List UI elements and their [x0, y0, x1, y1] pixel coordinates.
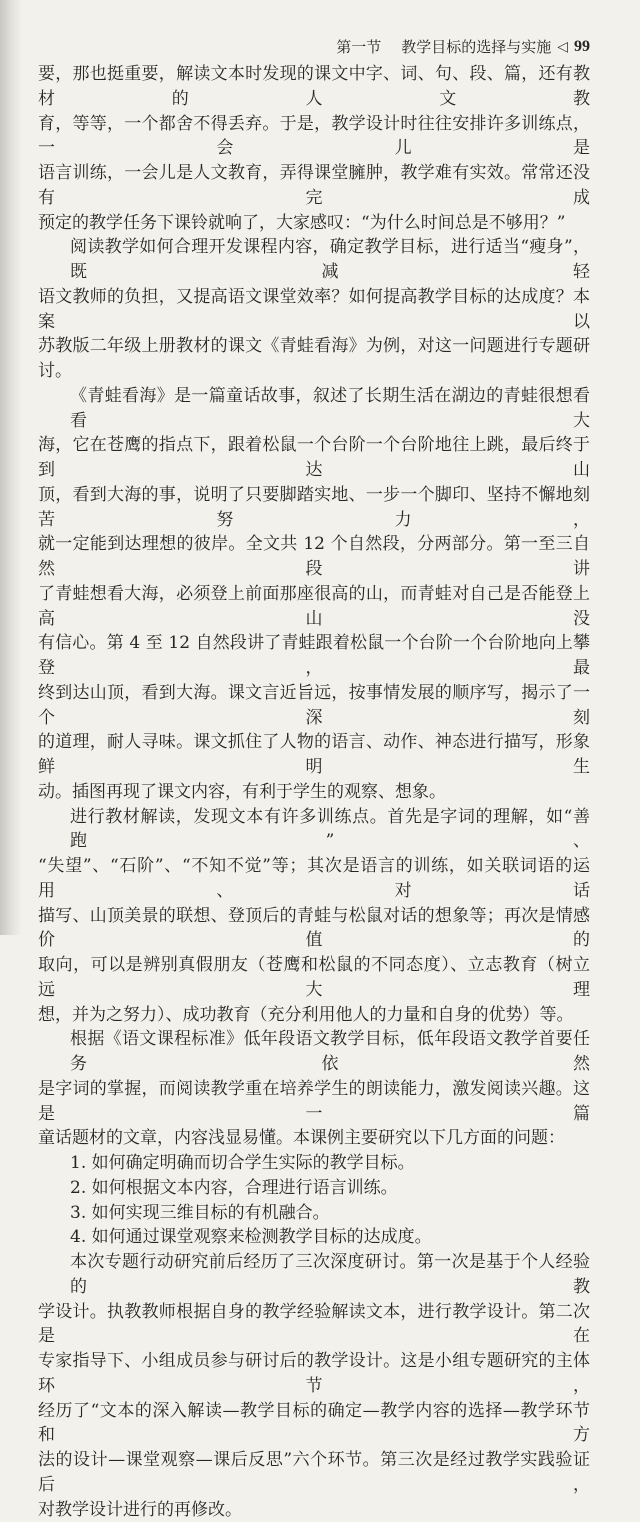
text-line: 对教学设计进行的再修改。: [38, 1498, 590, 1522]
text-line: 育，等等，一个都舍不得丢弃。于是，教学设计时往往安排许多训练点，一会儿是: [38, 112, 590, 162]
section-title: 教学目标的选择与实施: [401, 36, 551, 57]
list-item: 4. 如何通过课堂观察来检测教学目标的达成度。: [38, 1225, 590, 1250]
running-header: [336, 36, 590, 57]
text-line: 《青蛙看海》是一篇童话故事，叙述了长期生活在湖边的青蛙很想看看大: [38, 384, 590, 434]
page-marker-icon: ◁: [557, 39, 568, 55]
text-line: 苏教版二年级上册教材的课文《青蛙看海》为例，对这一问题进行专题研讨。: [38, 334, 590, 384]
text-line: 语言训练，一会儿是人文教育，弄得课堂臃肿，教学难有实效。常常还没有完成: [38, 161, 590, 211]
text-line: 根据《语文课程标准》低年段语文教学目标，低年段语文教学首要任务依然: [38, 1027, 590, 1077]
text-line: “失望”、“石阶”、“不知不觉”等；其次是语言的训练，如关联词语的运用、对话: [38, 854, 590, 904]
text-line: 本次专题行动研究前后经历了三次深度研讨。第一次是基于个人经验的教: [38, 1250, 590, 1300]
paragraph: [38, 384, 590, 805]
text-line: 进行教材解读，发现文本有许多训练点。首先是字词的理解，如“善跑”、: [38, 805, 590, 855]
text-line: 海，它在苍鹰的指点下，跟着松鼠一个台阶一个台阶地往上跳，最后终于到达山: [38, 433, 590, 483]
text-line: 要，那也挺重要，解读文本时发现的课文中字、词、句、段、篇，还有教材的人文教: [38, 62, 590, 112]
list-item: 1. 如何确定明确而切合学生实际的教学目标。: [38, 1151, 590, 1176]
text-line: 了青蛙想看大海，必须登上前面那座很高的山，而青蛙对自己是否能登上高山没: [38, 582, 590, 632]
text-line: 阅读教学如何合理开发课程内容，确定教学目标，进行适当“瘦身”，既减轻: [38, 235, 590, 285]
text-line: 专家指导下、小组成员参与研讨后的教学设计。这是小组专题研究的主体环节，: [38, 1349, 590, 1399]
page-edge-shadow: [0, 0, 22, 935]
text-line: 经历了“文本的深入解读—教学目标的确定—教学内容的选择—教学环节和方: [38, 1399, 590, 1449]
text-line: 就一定能到达理想的彼岸。全文共 12 个自然段，分两部分。第一至三自然段讲: [38, 532, 590, 582]
list-item: 3. 如何实现三维目标的有机融合。: [38, 1201, 590, 1226]
text-line: 学设计。执教教师根据自身的教学经验解读文本，进行教学设计。第二次是在: [38, 1300, 590, 1350]
text-line: 终到达山顶，看到大海。课文言近旨远，按事情发展的顺序写，揭示了一个深刻: [38, 681, 590, 731]
text-line: 童话题材的文章，内容浅显易懂。本课例主要研究以下几方面的问题：: [38, 1126, 590, 1151]
paragraph: [38, 1027, 590, 1151]
text-line: 想，并为之努力）、成功教育（充分利用他人的力量和自身的优势）等。: [38, 1003, 590, 1028]
text-line: 取向，可以是辨别真假朋友（苍鹰和松鼠的不同态度）、立志教育（树立远大理: [38, 953, 590, 1003]
page-body: [38, 62, 590, 1522]
text-line: 描写、山顶美景的联想、登顶后的青蛙与松鼠对话的想象等；再次是情感价值的: [38, 904, 590, 954]
text-line: 有信心。第 4 至 12 自然段讲了青蛙跟着松鼠一个台阶一个台阶地向上攀登，最: [38, 631, 590, 681]
paragraph: [38, 805, 590, 1028]
text-line: 动。插图再现了课文内容，有利于学生的观察、想象。: [38, 780, 590, 805]
text-line: 的道理，耐人寻味。课文抓住了人物的语言、动作、神态进行描写，形象鲜明生: [38, 730, 590, 780]
paragraph: [38, 235, 590, 384]
text-line: 是字词的掌握，而阅读教学重在培养学生的朗读能力，激发阅读兴趣。这是一篇: [38, 1077, 590, 1127]
text-line: 语文教师的负担，又提高语文课堂效率？如何提高教学目标的达成度？本案以: [38, 285, 590, 335]
paragraph: [38, 62, 590, 235]
paragraph: [38, 1250, 590, 1522]
section-number: 第一节: [336, 36, 381, 57]
list-item: 2. 如何根据文本内容，合理进行语言训练。: [38, 1176, 590, 1201]
text-line: 顶，看到大海的事，说明了只要脚踏实地、一步一个脚印、坚持不懈地刻苦努力，: [38, 483, 590, 533]
text-line: 法的设计—课堂观察—课后反思”六个环节。第三次是经过教学实践验证后，: [38, 1448, 590, 1498]
question-list: [38, 1151, 590, 1250]
text-line: 预定的教学任务下课铃就响了，大家感叹：“为什么时间总是不够用？”: [38, 211, 590, 236]
page-number: 99: [574, 38, 590, 56]
